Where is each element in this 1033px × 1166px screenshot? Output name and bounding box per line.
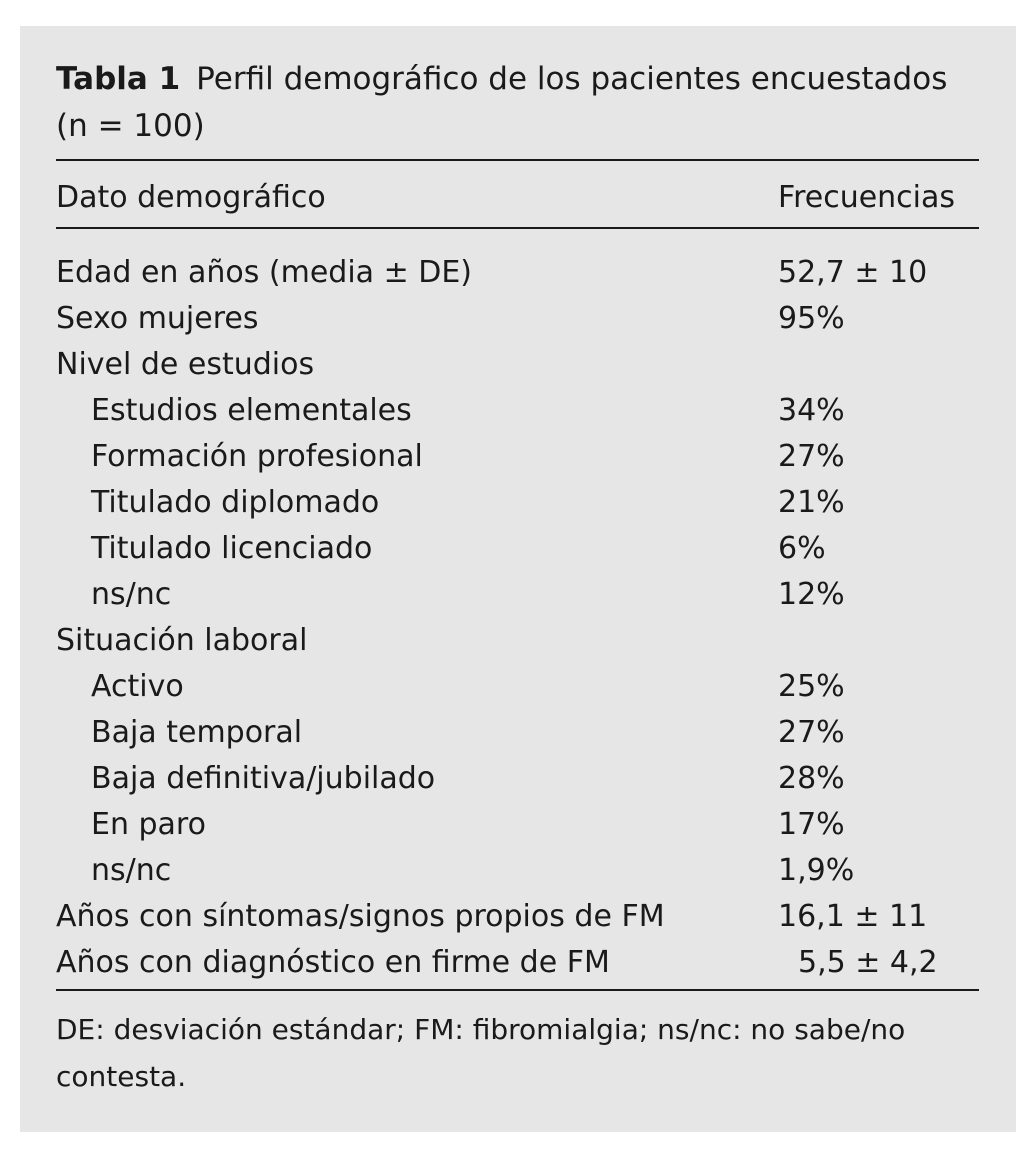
table-row — [56, 756, 979, 802]
table-row — [56, 572, 979, 618]
table-row — [56, 894, 979, 940]
row-label: ns/nc — [91, 853, 172, 888]
table-label: Tabla 1 — [56, 61, 181, 97]
column-header-frecuencias: Frecuencias — [778, 180, 956, 215]
table-row — [56, 526, 979, 572]
row-label: Formación profesional — [91, 439, 423, 474]
table-panel — [20, 26, 1016, 1132]
table-row — [56, 664, 979, 710]
column-header-dato: Dato demográfico — [56, 180, 326, 215]
row-value: 21% — [778, 485, 845, 520]
row-group-label: Situación laboral — [56, 623, 308, 658]
row-value: 1,9% — [778, 853, 855, 888]
row-label: ns/nc — [91, 577, 172, 612]
header-rule — [56, 227, 979, 229]
row-value: 27% — [778, 715, 845, 750]
row-value: 52,7 ± 10 — [778, 255, 928, 290]
table-row-group — [56, 618, 979, 664]
row-label: Sexo mujeres — [56, 301, 259, 336]
table-row-group — [56, 342, 979, 388]
table-row — [56, 480, 979, 526]
top-rule — [56, 159, 979, 161]
row-value: 28% — [778, 761, 845, 796]
table-row — [56, 940, 979, 986]
row-value: 95% — [778, 301, 845, 336]
row-label: En paro — [91, 807, 206, 842]
row-group-label: Nivel de estudios — [56, 347, 315, 382]
row-value: 5,5 ± 4,2 — [798, 945, 938, 980]
bottom-rule — [56, 989, 979, 991]
table-row — [56, 296, 979, 342]
row-label: Años con síntomas/signos propios de FM — [56, 899, 665, 934]
table-row — [56, 710, 979, 756]
row-value: 25% — [778, 669, 845, 704]
table-row — [56, 434, 979, 480]
table-row — [56, 802, 979, 848]
row-label: Titulado licenciado — [91, 531, 373, 566]
table-footnote: DE: desviación estándar; FM: fibromialgia; ns/nc: no sabe/no contesta. — [56, 1013, 906, 1093]
row-label: Activo — [91, 669, 184, 704]
table-row — [56, 250, 979, 296]
row-value: 12% — [778, 577, 845, 612]
table-row — [56, 388, 979, 434]
table-title: Perfil demográfico de los pacientes encuestados (n = 100) — [56, 61, 948, 144]
table-row — [56, 848, 979, 894]
row-label: Estudios elementales — [91, 393, 412, 428]
row-label: Baja temporal — [91, 715, 303, 750]
row-label: Edad en años (media ± DE) — [56, 255, 473, 290]
row-label: Baja definitiva/jubilado — [91, 761, 436, 796]
table-caption — [56, 56, 986, 150]
row-label: Años con diagnóstico en firme de FM — [56, 945, 610, 980]
row-value: 34% — [778, 393, 845, 428]
table-body — [56, 250, 979, 986]
row-value: 27% — [778, 439, 845, 474]
row-value: 16,1 ± 11 — [778, 899, 928, 934]
row-value: 17% — [778, 807, 845, 842]
row-value: 6% — [778, 531, 826, 566]
row-label: Titulado diplomado — [91, 485, 380, 520]
